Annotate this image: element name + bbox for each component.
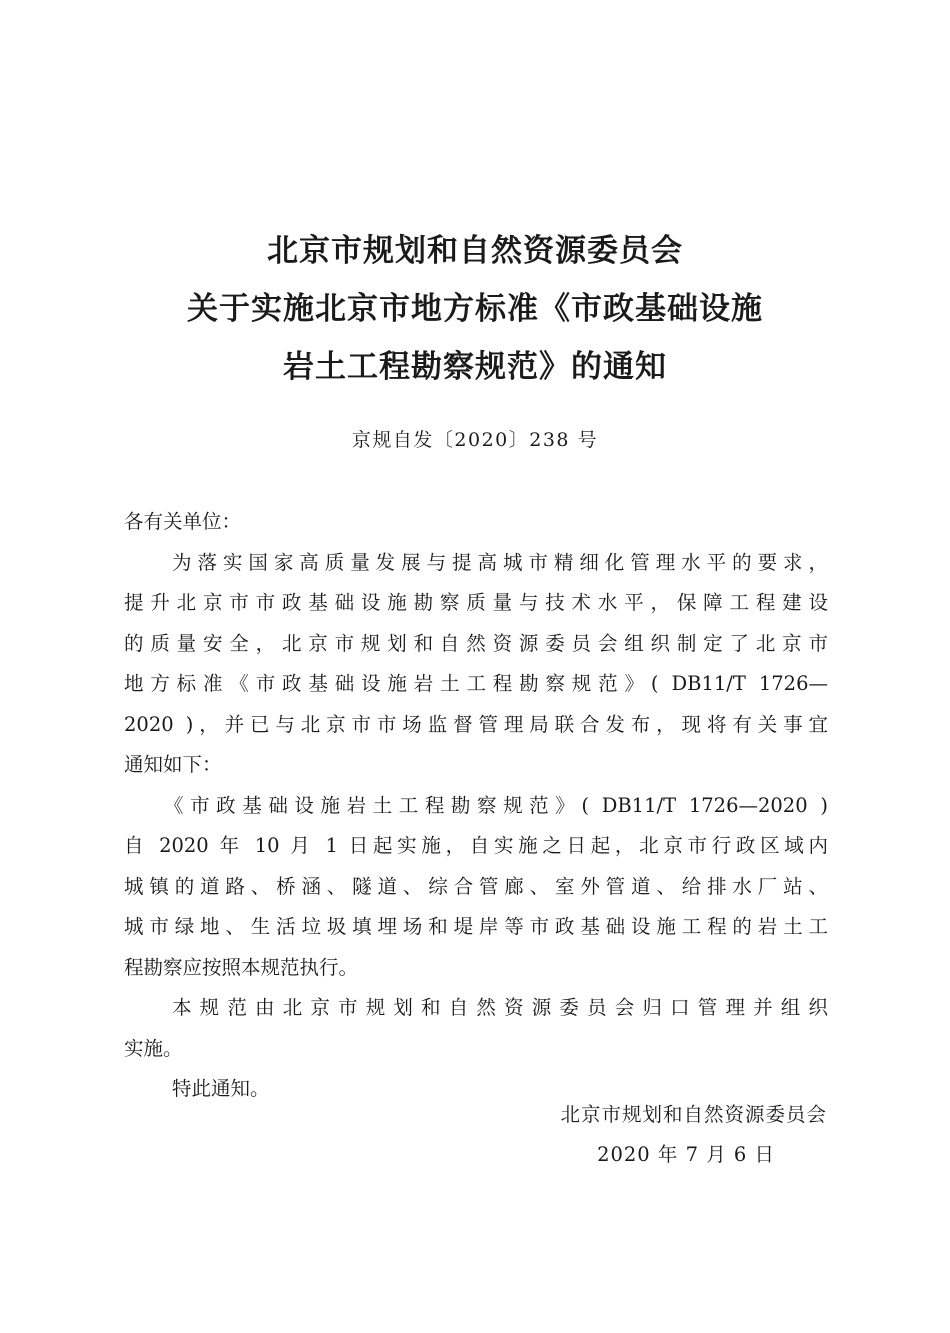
title-line-2: 关于实施北京市地方标准《市政基础设施 (187, 291, 763, 327)
paragraph-1-line-5: 2020 )，并已与北京市市场监督管理局联合发布，现将有关事宜 (124, 712, 828, 736)
paragraph-3-line-1: 本规范由北京市规划和自然资源委员会归口管理并组织 (172, 996, 828, 1019)
document-number: 京规自发〔2020〕238 号 (351, 429, 599, 451)
paragraph-2-line-5: 程勘察应按照本规范执行。 (124, 955, 359, 979)
signature-organization: 北京市规划和自然资源委员会 (560, 1103, 827, 1126)
salutation: 各有关单位： (124, 510, 242, 533)
paragraph-2-line-3: 城镇的道路、桥涵、隧道、综合管廊、室外管道、给排水厂站、 (124, 874, 828, 898)
paragraph-1-line-6: 通知如下： (124, 753, 222, 776)
signature-block (400, 1095, 827, 1175)
paragraph-3-line-2: 实施。 (124, 1036, 183, 1060)
document-body (124, 502, 828, 1110)
paragraph-1-line-4: 地方标准《市政基础设施岩土工程勘察规范》( DB11/T 1726— (124, 672, 828, 695)
paragraph-1-line-2: 提升北京市市政基础设施勘察质量与技术水平，保障工程建设 (124, 591, 828, 614)
paragraph-1-line-1: 为落实国家高质量发展与提高城市精细化管理水平的要求， (172, 550, 828, 574)
paragraph-2-line-4: 城市绿地、生活垃圾填埋场和堤岸等市政基础设施工程的岩土工 (124, 915, 828, 938)
paragraph-2-line-1: 《市政基础设施岩土工程勘察规范》( DB11/T 1726—2020 ) (164, 793, 828, 817)
paragraph-4: 特此通知。 (172, 1077, 270, 1100)
paragraph-2-line-2: 自 2020 年 10 月 1 日起实施，自实施之日起，北京市行政区域内 (124, 834, 828, 857)
document-title (0, 222, 950, 396)
paragraph-1-line-3: 的质量安全，北京市规划和自然资源委员会组织制定了北京市 (124, 631, 828, 655)
title-line-1: 北京市规划和自然资源委员会 (267, 233, 683, 269)
title-line-3: 岩土工程勘察规范》的通知 (283, 349, 667, 385)
signature-date: 2020 年 7 月 6 日 (597, 1143, 775, 1166)
